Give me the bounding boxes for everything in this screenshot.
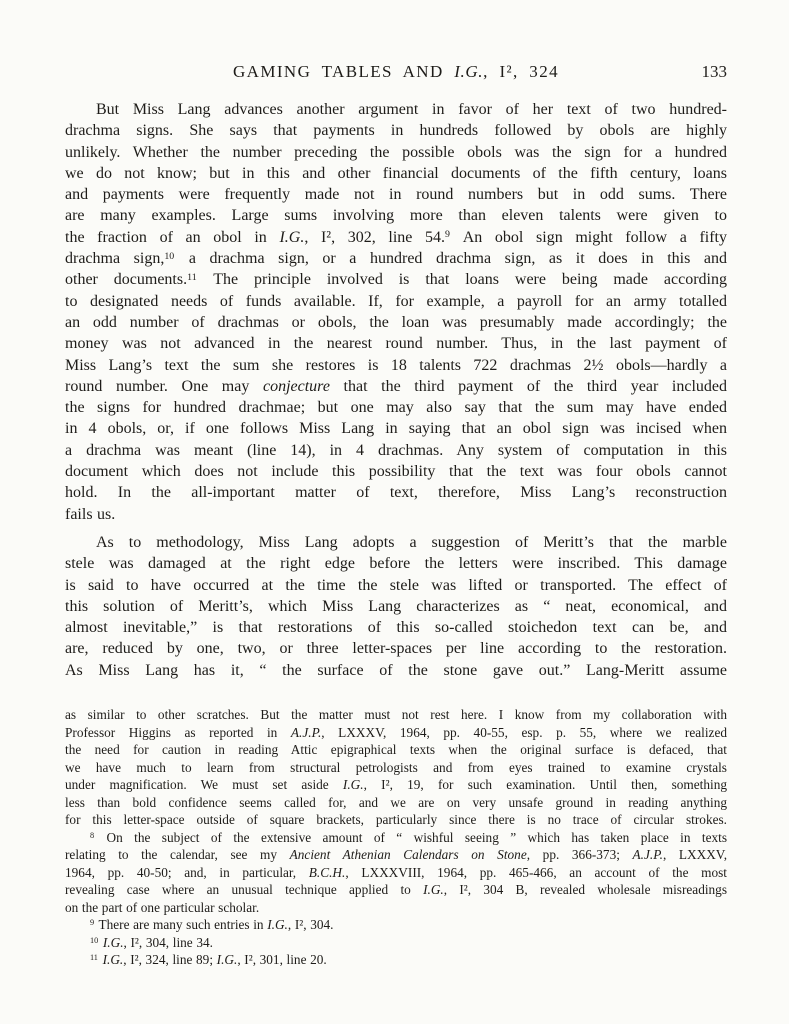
text-line: in 4 obols, or, if one follows Miss Lang in saying that an obol sign was incised when — [65, 420, 727, 438]
text-line: As Miss Lang has it, “ the surface of the stone gave out.” Lang-Meritt assume — [65, 661, 727, 679]
text-line: this solution of Meritt’s, which Miss Lang characterizes as “ neat, economical, and — [65, 597, 727, 615]
paragraph — [65, 916, 727, 934]
text-line: the signs for hundred drachmae; but one may also say that the sum may have ended — [65, 399, 727, 417]
text-line: document which does not include this possibility that the text was four obols cannot — [65, 463, 727, 481]
text-line: an odd number of drachmas or obols, the loan was presumably made accordingly; the — [65, 313, 727, 331]
text-line: fails us. — [65, 505, 116, 523]
text-line: round number. One may conjecture that the third payment of the third year included — [65, 377, 727, 395]
paragraph — [65, 706, 727, 829]
text-line: Miss Lang’s text the sum she restores is 18 talents 722 drachmas 2½ obols—hardly a — [65, 356, 727, 374]
text-line: less than bold confidence seems called for, and we are on very unsafe ground in reading anything — [65, 794, 727, 810]
text-line: revealing case where an unusual technique applied to I.G., I², 304 B, revealed wholesale misreadings — [65, 882, 727, 898]
text-line: $^9$ There are many such entries in I.G., I², 304. — [90, 917, 334, 933]
text-line: are, reduced by one, two, or three letter-spaces per line according to the restoration. — [65, 640, 727, 658]
footnote-section — [65, 706, 727, 969]
paragraph — [65, 951, 727, 969]
text-line: money was not advanced in the nearest round number. Thus, in the last payment of — [65, 335, 727, 353]
running-title: GAMING TABLES AND I.G., I², 324 — [233, 62, 559, 81]
text-line: relating to the calendar, see my Ancient Athenian Calendars on Stone, pp. 366-373; A.J.P., LXXXV, — [65, 847, 727, 863]
paragraph — [65, 99, 727, 525]
text-line: But Miss Lang advances another argument in favor of her text of two hundred- — [96, 101, 727, 118]
text-line: the fraction of an obol in I.G., I², 302, line 54.$^9$ An obol sign might follow a fifty — [65, 228, 727, 246]
text-line: we have much to learn from structural petrologists and from eyes trained to examine crystals — [65, 759, 727, 775]
page-content — [65, 99, 727, 969]
text-line: 1964, pp. 40-50; and, in particular, B.C.H., LXXXVIII, 1964, pp. 465-466, an account of the most — [65, 864, 727, 880]
text-line: on the part of one particular scholar. — [65, 899, 260, 915]
text-line: $^8$ On the subject of the extensive amount of “ wishful seeing ” which has taken place in texts — [90, 829, 727, 845]
text-line: a drachma was meant (line 14), in 4 drachmas. Any system of computation in this — [65, 441, 727, 459]
paragraph — [65, 934, 727, 952]
text-line: is said to have occurred at the time the stele was lifted or transported. The effect of — [65, 576, 727, 594]
body-text — [65, 99, 727, 681]
text-line: for this letter-space outside of square brackets, particularly since there is no trace of circular strokes. — [65, 812, 727, 828]
text-line: unlikely. Whether the number preceding the possible obols was the sign for a hundred — [65, 143, 727, 161]
text-line: as similar to other scratches. But the matter must not rest here. I know from my collaboration with — [65, 707, 727, 723]
text-line: As to methodology, Miss Lang adopts a suggestion of Meritt’s that the marble — [96, 533, 727, 551]
text-line: other documents.$^{11}$ The principle involved is that loans were being made according — [65, 271, 727, 289]
text-line: stele was damaged at the right edge before the letters were inscribed. This damage — [65, 555, 727, 573]
page-number: 133 — [701, 62, 727, 81]
paragraph — [65, 829, 727, 917]
page-header — [65, 62, 727, 84]
text-line: to designated needs of funds available. If, for example, a payroll for an army totalled — [65, 292, 727, 310]
text-line: we do not know; but in this and other financial documents of the fifth century, loans — [65, 164, 727, 182]
text-line: $^{10}$ I.G., I², 304, line 34. — [90, 934, 213, 950]
text-line: $^{11}$ I.G., I², 324, line 89; I.G., I², 301, line 20. — [90, 952, 327, 968]
text-line: Professor Higgins as reported in A.J.P., LXXXV, 1964, pp. 40-55, esp. p. 55, where we realized — [65, 724, 727, 740]
text-line: hold. In the all-important matter of text, therefore, Miss Lang’s reconstruction — [65, 484, 727, 502]
text-line: drachma signs. She says that payments in hundreds followed by obols are highly — [65, 122, 727, 140]
text-line: the need for caution in reading Attic epigraphical texts when the original surface is defaced, that — [65, 742, 727, 758]
paragraph — [65, 532, 727, 681]
text-line: drachma sign,$^{10}$ a drachma sign, or a hundred drachma sign, as it does in this and — [65, 250, 727, 268]
text-line: almost inevitable,” is that restorations of this so-called stoichedon text can be, and — [65, 619, 727, 637]
text-line: under magnification. We must set aside I.G., I², 19, for such examination. Until then, something — [65, 777, 727, 793]
text-line: and payments were frequently made not in round numbers but in odd sums. There — [65, 186, 727, 204]
text-line: are many examples. Large sums involving more than eleven talents were given to — [65, 207, 727, 225]
